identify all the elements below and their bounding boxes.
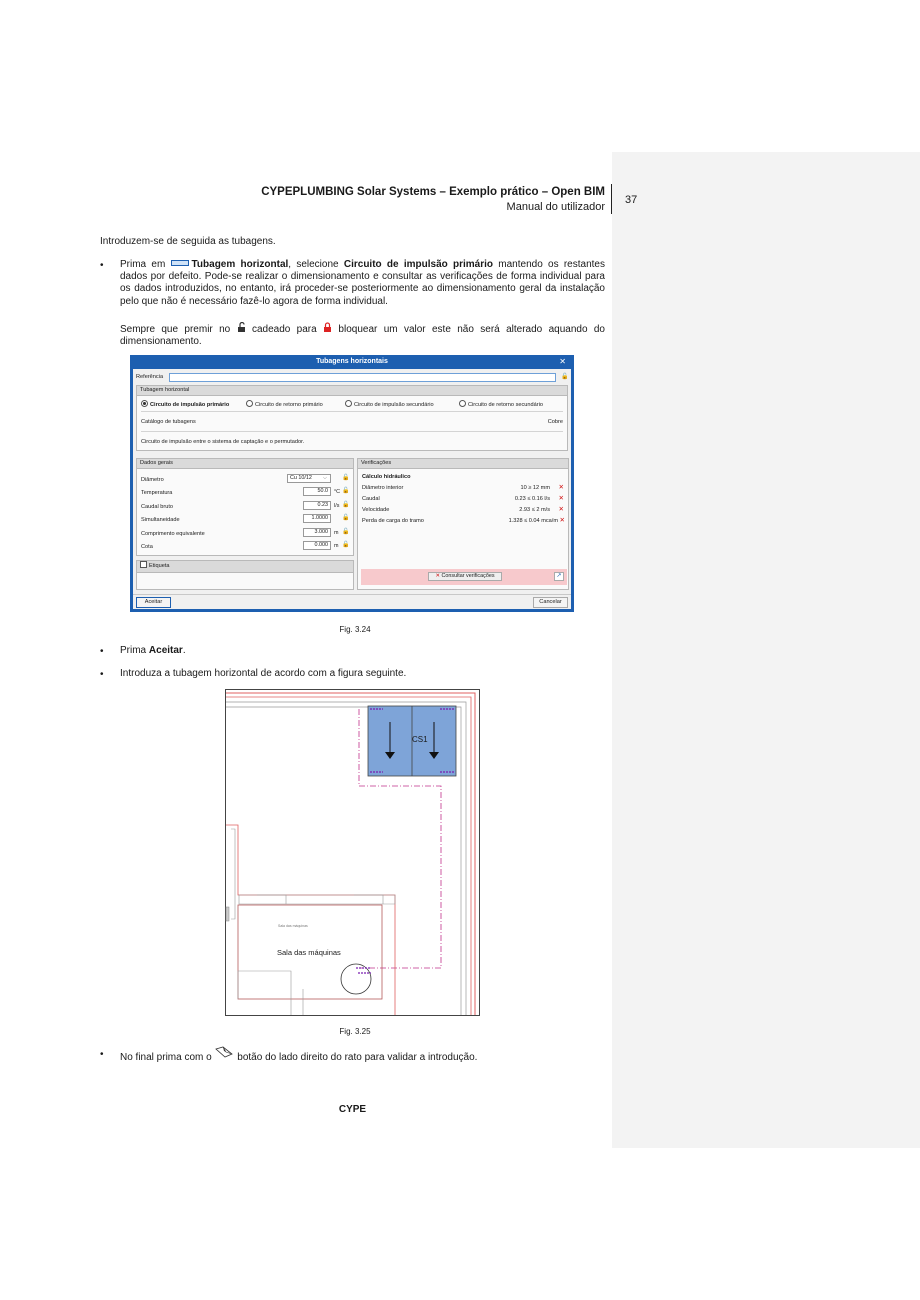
bullet-dot: •: [100, 260, 104, 271]
diametro-label: Diâmetro: [141, 477, 164, 483]
dados-gerais-header: Dados gerais: [137, 459, 353, 469]
footer-brand: CYPE: [338, 1104, 367, 1115]
caudal-input[interactable]: 0.23: [303, 501, 331, 510]
check-label: Diâmetro interior: [362, 485, 404, 491]
lock-note: Sempre que premir no cadeado para bloquear um valor este não será alterado aquando do dimensionamento.: [120, 324, 605, 348]
tubagem-group: [136, 385, 568, 451]
lock-icon[interactable]: 🔓: [342, 502, 350, 508]
fail-icon: ✕: [558, 484, 564, 491]
divider: [133, 594, 571, 595]
radio-retorno-secundario[interactable]: Circuito de retorno secundário: [459, 400, 543, 408]
expand-icon[interactable]: ↗: [554, 572, 564, 581]
bullet-4-text: No final prima com o botão do lado direito do rato para validar a introdução.: [120, 1046, 477, 1064]
bullet-1-text: Prima em Tubagem horizontal, selecione Circuito de impulsão primário mantendo os restantes dados por defeito. Pode-se realizar o dimensionamento e consultar as verificações de forma individual para os dados introduzidos, no entanto, irá proceder-se posteriormente ao dimensionamento geral da instalação pelo que não é necessário fazê-lo agora de forma individual.: [120, 259, 605, 307]
reference-input[interactable]: [169, 373, 556, 382]
check-label: Caudal: [362, 496, 380, 502]
accept-button[interactable]: Aceitar: [136, 597, 171, 608]
circuit-description: Circuito de impulsão entre o sistema de captação e o permutador.: [141, 439, 305, 445]
cota-label: Cota: [141, 544, 153, 550]
verificacoes-header: Verificações: [358, 459, 568, 469]
room-label: Sala das máquinas: [277, 948, 341, 957]
figure-caption: Fig. 3.25: [339, 1027, 371, 1036]
bullet-dot: •: [100, 1049, 104, 1060]
check-label: Perda de carga do tramo: [362, 518, 424, 524]
check-label: Velocidade: [362, 507, 390, 513]
lock-icon[interactable]: 🔓: [342, 542, 350, 548]
lock-icon[interactable]: 🔓: [342, 488, 350, 494]
check-value: 1.328 ≤ 0.04 mca/m: [508, 518, 558, 524]
caudal-unit: l/s: [334, 503, 340, 509]
page-number: 37: [625, 194, 638, 206]
closed-lock-icon: [323, 322, 332, 332]
calculo-hidraulico-title: Cálculo hidráulico: [362, 474, 411, 480]
simultaneidade-input[interactable]: 1.0000: [303, 514, 331, 523]
document-subtitle: Manual do utilizador: [506, 201, 605, 213]
document-title: CYPEPLUMBING Solar Systems – Exemplo prático – Open BIM: [261, 186, 605, 198]
radio-impulsao-secundario[interactable]: Circuito de impulsão secundário: [345, 400, 434, 408]
room-tag-small: Sala das máquinas: [278, 924, 308, 928]
fail-icon: ✕: [558, 506, 564, 513]
cota-input[interactable]: 0.000: [303, 541, 331, 550]
temperatura-input[interactable]: 50.0: [303, 487, 331, 496]
fail-icon: ✕: [435, 573, 442, 579]
mouse-right-click-icon: [214, 1046, 234, 1058]
bullet-2-text: Prima Aceitar.: [120, 645, 186, 656]
catalog-value[interactable]: Cobre: [547, 419, 563, 425]
bullet-dot: •: [100, 646, 104, 657]
comprimento-label: Comprimento equivalente: [141, 531, 205, 537]
simultaneidade-label: Simultaneidade: [141, 517, 180, 523]
horizontal-pipe-icon: [171, 260, 189, 266]
tubagens-dialog: [130, 355, 574, 612]
comprimento-unit: m: [334, 530, 339, 536]
collector-label: CS1: [412, 735, 428, 744]
margin-panel: [612, 152, 920, 1148]
fail-icon: ✕: [558, 495, 564, 502]
dialog-body: [133, 369, 571, 609]
chevron-down-icon: ⌵: [322, 475, 327, 481]
lock-icon[interactable]: 🔓: [561, 374, 569, 380]
floor-plan: [225, 689, 480, 1016]
open-lock-icon: [237, 322, 246, 332]
lock-icon[interactable]: 🔓: [342, 515, 350, 521]
radio-impulsao-primario[interactable]: Circuito de impulsão primário: [141, 400, 229, 408]
reference-label: Referência: [136, 374, 164, 380]
cancel-button[interactable]: Cancelar: [533, 597, 568, 608]
diametro-select[interactable]: Cu 10/12 ⌵: [287, 474, 331, 483]
consult-checks-button[interactable]: ✕ Consultar verificações: [428, 572, 502, 581]
warning-bar: [361, 569, 567, 585]
dialog-title: Tubagens horizontais: [316, 358, 388, 365]
fail-icon: ✕: [559, 517, 565, 524]
close-icon[interactable]: ✕: [559, 357, 566, 366]
check-value: 0.23 ≤ 0.16 l/s: [514, 496, 550, 502]
tubagem-group-header: Tubagem horizontal: [137, 386, 567, 396]
caudal-label: Caudal bruto: [141, 504, 174, 510]
check-value: 2.93 ≤ 2 m/s: [519, 507, 550, 513]
catalog-label: Catálogo de tubagens: [141, 419, 196, 425]
etiqueta-group: [136, 560, 354, 590]
divider: [141, 411, 563, 412]
comprimento-input[interactable]: 3.000: [303, 528, 331, 537]
floor-plan-drawing: [225, 689, 480, 1016]
bullet-3-text: Introduza a tubagem horizontal de acordo com a figura seguinte.: [120, 668, 407, 679]
cota-unit: m: [334, 543, 339, 549]
lock-icon[interactable]: 🔓: [342, 475, 350, 481]
figure-caption: Fig. 3.24: [339, 625, 371, 634]
radio-retorno-primario[interactable]: Circuito de retorno primário: [246, 400, 323, 408]
temperatura-unit: °C: [334, 489, 341, 495]
check-value: 10 ≥ 12 mm: [520, 485, 550, 491]
header-divider: [611, 184, 612, 214]
bullet-dot: •: [100, 669, 104, 680]
lock-icon[interactable]: 🔓: [342, 529, 350, 535]
verificacoes-group: [357, 458, 569, 590]
intro-text: Introduzem-se de seguida as tubagens.: [100, 236, 276, 247]
divider: [141, 431, 563, 432]
etiqueta-checkbox[interactable]: Etiqueta: [137, 561, 353, 573]
dados-gerais-group: [136, 458, 354, 556]
temperatura-label: Temperatura: [141, 490, 173, 496]
